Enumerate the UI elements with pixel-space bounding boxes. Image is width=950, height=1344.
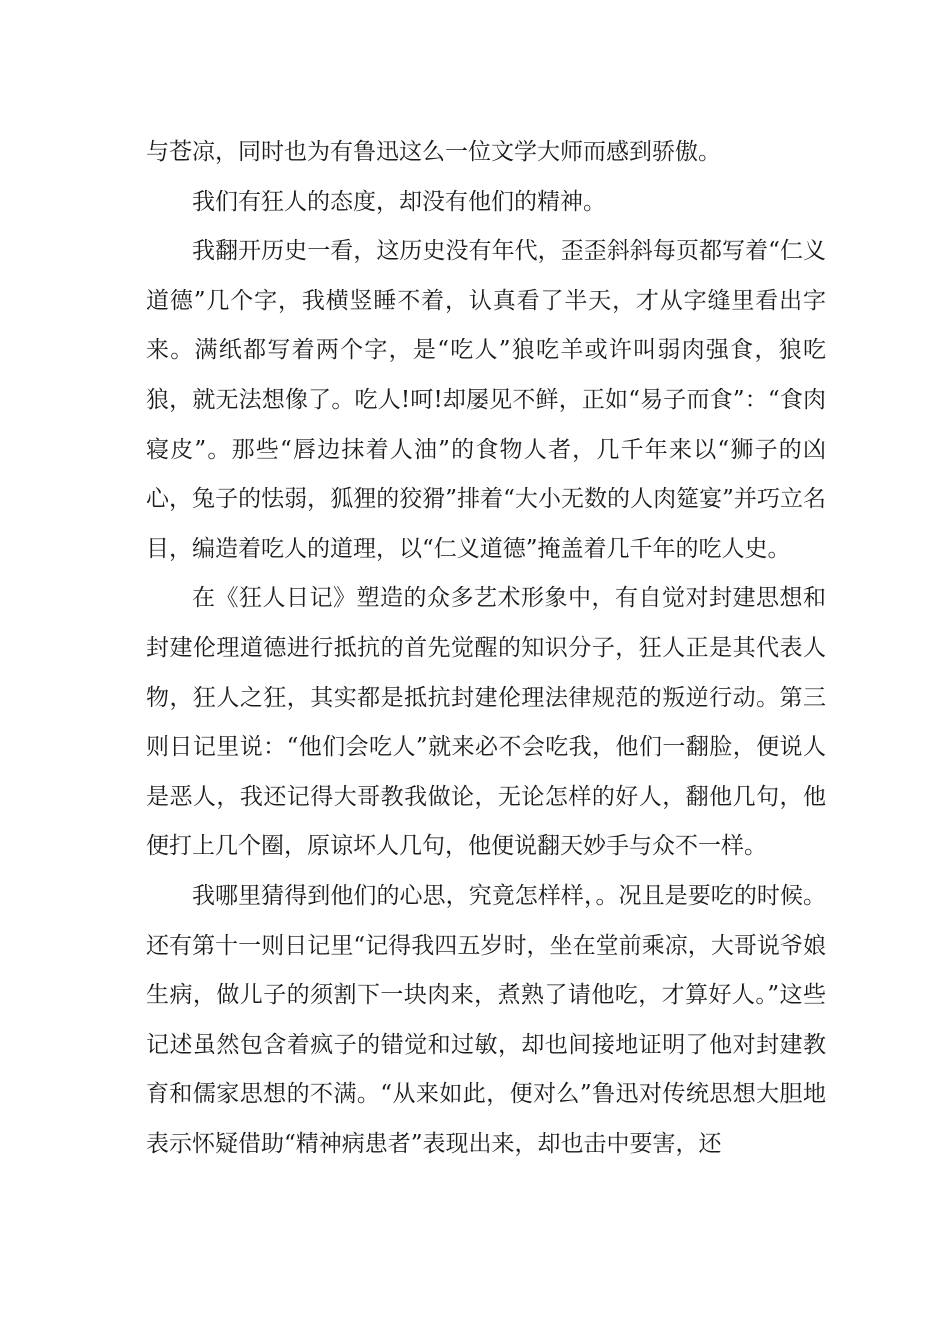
paragraph-5: 我哪里猜得到他们的心思，究竟怎样样，。况且是要吃的时候。还有第十一则日记里“记得我四五岁时，坐在堂前乘凉，大哥说爷娘生病，做儿子的须割下一块肉来，煮熟了请他吃，才算好人。”这些记述虽然包含着疯子的错觉和过敏，却也间接地证明了他对封建教育和儒家思想的不满。“从来如此，便对么”鲁迅对传统思想大胆地表示怀疑借助“精神病患者”表现出来，却也击中要害，还 <box>146 882 826 1157</box>
paragraph-4: 在《狂人日记》塑造的众多艺术形象中，有自觉对封建思想和封建伦理道德进行抵抗的首先觉醒的知识分子，狂人正是其代表人物，狂人之狂，其实都是抵抗封建伦理法律规范的叛逆行动。第三则日记里说：“他们会吃人”就来必不会吃我，他们一翻脸，便说人是恶人，我还记得大哥教我做论，无论怎样的好人，翻他几句，他便打上几个圈，原谅坏人几句，他便说翻天妙手与众不一样。 <box>146 585 826 860</box>
paragraph-3: 我翻开历史一看，这历史没有年代，歪歪斜斜每页都写着“仁义道德”几个字，我横竖睡不着，认真看了半天，才从字缝里看出字来。满纸都写着两个字，是“吃人”狼吃羊或许叫弱肉强食，狼吃狼，就无法想像了。吃人!呵!却屡见不鲜，正如“易子而食”：“食肉寝皮”。那些“唇边抹着人油”的食物人者，几千年来以“狮子的凶心，兔子的怯弱，狐狸的狡猾”排着“大小无数的人肉筵宴”并巧立名目，编造着吃人的道理，以“仁义道德”掩盖着几千年的吃人史。 <box>146 238 826 562</box>
paragraph-2: 我们有狂人的态度，却没有他们的精神。 <box>192 188 606 215</box>
paragraph-1: 与苍凉，同时也为有鲁迅这么一位文学大师而感到骄傲。 <box>146 139 721 165</box>
document-body <box>146 128 826 1169</box>
